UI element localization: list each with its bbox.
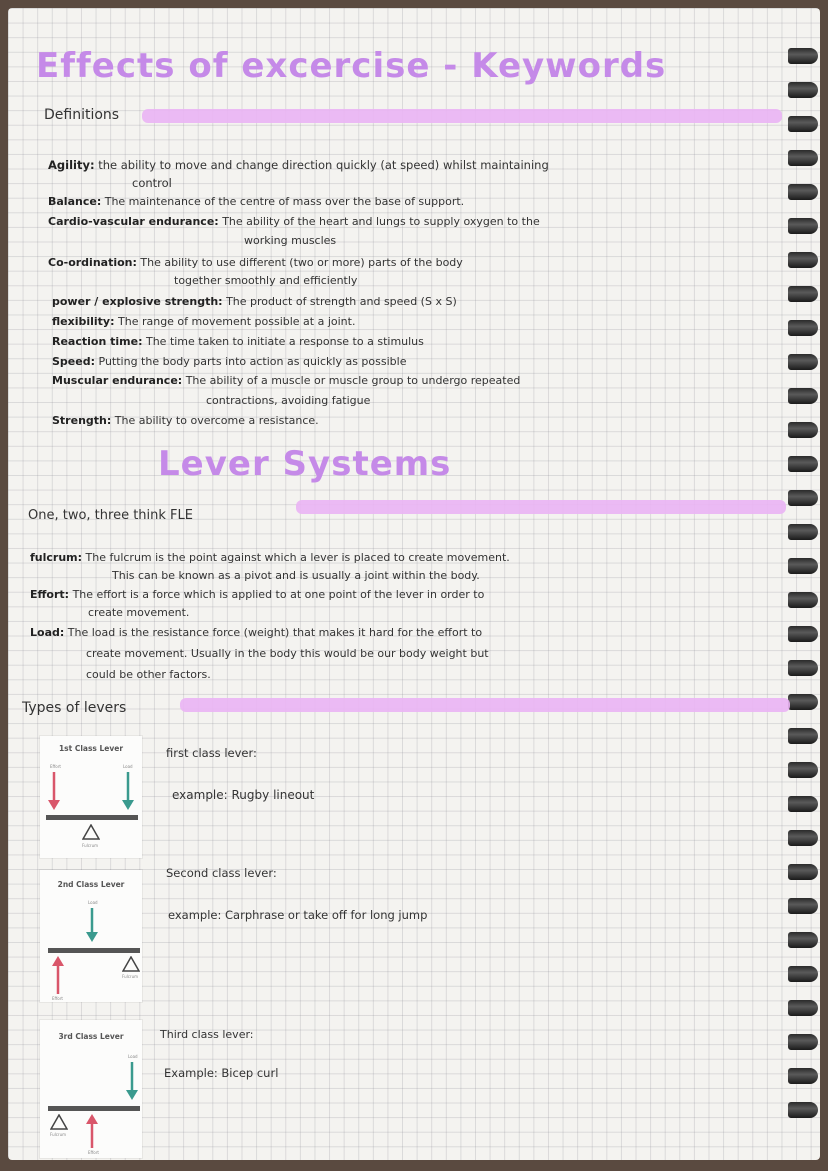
spiral-coil: [788, 558, 818, 574]
definition-cardio-cont: working muscles: [244, 234, 337, 247]
lever-term-load-line3: could be other factors.: [86, 668, 211, 681]
page-title: Effects of excercise - Keywords: [36, 46, 667, 86]
lever-term-load-line2: create movement. Usually in the body this would be our body weight but: [86, 647, 489, 660]
definition-balance: Balance: The maintenance of the centre of mass over the base of support.: [48, 195, 465, 208]
definition-agility-cont: control: [132, 176, 172, 190]
definition-coordination-cont: together smoothly and efficiently: [174, 274, 358, 287]
lever-first-name: first class lever:: [166, 746, 257, 760]
spiral-coil: [788, 1102, 818, 1118]
spiral-coil: [788, 1000, 818, 1016]
spiral-coil: [788, 524, 818, 540]
lever-term-load: Load: The load is the resistance force (weight) that makes it hard for the effort to: [30, 626, 483, 639]
effort-arrow-icon: [48, 772, 60, 810]
fulcrum-icon: [50, 1114, 68, 1130]
spiral-coil: [788, 1034, 818, 1050]
definition-muscular-endurance: Muscular endurance: The ability of a muscle or muscle group to undergo repeated: [52, 374, 521, 387]
definition-coordination: Co-ordination: The ability to use different (two or more) parts of the body: [48, 256, 463, 269]
lever-term-fulcrum-line2: This can be known as a pivot and is usually a joint within the body.: [112, 569, 480, 582]
spiral-coil: [788, 796, 818, 812]
load-label: Load: [123, 764, 133, 769]
spiral-coil: [788, 490, 818, 506]
load-label: Load: [128, 1054, 138, 1059]
spiral-coil: [788, 150, 818, 166]
effort-arrow-icon: [86, 1114, 98, 1148]
definition-power: power / explosive strength: The product of strength and speed (S x S): [52, 295, 457, 308]
lever-third-example: Example: Bicep curl: [164, 1066, 279, 1080]
definition-reaction-time: Reaction time: The time taken to initiate a response to a stimulus: [52, 335, 424, 348]
fulcrum-icon: [122, 956, 140, 972]
spiral-coil: [788, 864, 818, 880]
spiral-coil: [788, 252, 818, 268]
definition-flexibility: flexibility: The range of movement possible at a joint.: [52, 315, 356, 328]
spiral-coil: [788, 1068, 818, 1084]
load-arrow-icon: [126, 1062, 138, 1100]
spiral-coil: [788, 592, 818, 608]
definitions-highlight: [142, 109, 782, 123]
spiral-coil: [788, 694, 818, 710]
definition-speed: Speed: Putting the body parts into action as quickly as possible: [52, 355, 407, 368]
spiral-coil: [788, 82, 818, 98]
spiral-coil: [788, 286, 818, 302]
effort-label: Effort: [88, 1150, 99, 1155]
spiral-coil: [788, 830, 818, 846]
lever-card-second-class: [40, 870, 142, 1002]
definition-strength: Strength: The ability to overcome a resistance.: [52, 414, 319, 427]
lever-second-example: example: Carphrase or take off for long jump: [168, 908, 428, 922]
lever-beam: [48, 1106, 140, 1111]
notebook-page: [8, 8, 820, 1160]
card-title: 3rd Class Lever: [58, 1032, 124, 1041]
types-heading: Types of levers: [22, 700, 127, 716]
spiral-coil: [788, 354, 818, 370]
definition-agility: Agility: the ability to move and change direction quickly (at speed) whilst maintaining: [48, 158, 549, 172]
effort-label: Effort: [50, 764, 61, 769]
definition-muscular-endurance-cont: contractions, avoiding fatigue: [206, 394, 371, 407]
spiral-coil: [788, 184, 818, 200]
spiral-coil: [788, 966, 818, 982]
fulcrum-icon: [82, 824, 100, 840]
spiral-coil: [788, 456, 818, 472]
lever-card-first-class: [40, 736, 142, 858]
spiral-coil: [788, 388, 818, 404]
load-label: Load: [88, 900, 98, 905]
spiral-coil: [788, 48, 818, 64]
load-arrow-icon: [86, 908, 98, 942]
fulcrum-label: Fulcrum: [82, 843, 99, 848]
lever-systems-title: Lever Systems: [158, 444, 452, 484]
spiral-coil: [788, 898, 818, 914]
spiral-coil: [788, 116, 818, 132]
lever-term-effort-line2: create movement.: [88, 606, 190, 619]
spiral-coil: [788, 932, 818, 948]
fulcrum-label: Fulcrum: [50, 1132, 67, 1137]
lever-card-third-class: [40, 1020, 142, 1158]
spiral-coil: [788, 762, 818, 778]
spiral-coil: [788, 660, 818, 676]
definitions-heading: Definitions: [44, 107, 120, 123]
fle-highlight: [296, 500, 786, 514]
spiral-binding: [786, 48, 820, 1138]
effort-label: Effort: [52, 996, 63, 1001]
fulcrum-label: Fulcrum: [122, 974, 139, 979]
lever-beam: [48, 948, 140, 953]
spiral-coil: [788, 218, 818, 234]
types-highlight: [180, 698, 790, 712]
card-title: 2nd Class Lever: [57, 880, 125, 889]
lever-term-fulcrum: fulcrum: The fulcrum is the point against which a lever is placed to create movement.: [30, 551, 510, 564]
lever-term-effort: Effort: The effort is a force which is applied to at one point of the lever in order to: [30, 588, 485, 601]
load-arrow-icon: [122, 772, 134, 810]
spiral-coil: [788, 728, 818, 744]
lever-beam: [46, 815, 138, 820]
lever-second-name: Second class lever:: [166, 866, 277, 880]
lever-first-example: example: Rugby lineout: [172, 788, 315, 802]
card-title: 1st Class Lever: [58, 744, 124, 753]
spiral-coil: [788, 422, 818, 438]
definition-cardio: Cardio-vascular endurance: The ability of the heart and lungs to supply oxygen to the: [48, 215, 540, 228]
fle-heading: One, two, three think FLE: [28, 508, 193, 523]
spiral-coil: [788, 626, 818, 642]
lever-third-name: Third class lever:: [160, 1028, 254, 1041]
spiral-coil: [788, 320, 818, 336]
effort-arrow-icon: [52, 956, 64, 994]
